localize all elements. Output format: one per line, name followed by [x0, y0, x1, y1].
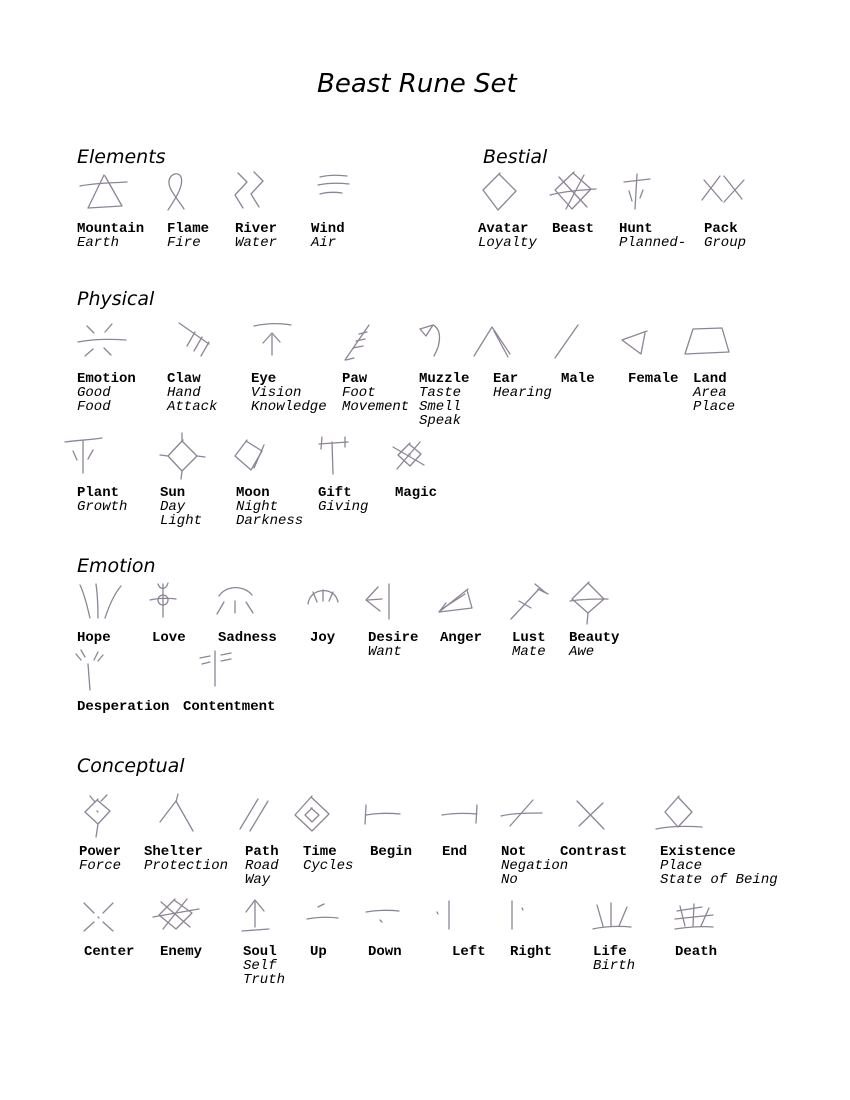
rune-glyph-box — [442, 787, 496, 845]
desire-rune-icon — [353, 577, 407, 625]
rune-name: River — [235, 221, 278, 237]
rune-name: Pack — [704, 221, 738, 237]
rune-name: Emotion — [77, 371, 136, 387]
rune-name: Mountain — [77, 221, 145, 237]
mountain-rune-icon — [77, 168, 131, 216]
rune-name: Wind — [311, 221, 345, 237]
rune-cell-shelter — [144, 787, 228, 873]
rune-name: Muzzle — [419, 371, 470, 387]
rune-glyph-box — [311, 164, 365, 222]
sadness-rune-icon — [209, 577, 263, 625]
rune-cell-paw — [342, 314, 409, 414]
rune-name: Claw — [167, 371, 201, 387]
rune-name: Sun — [160, 485, 186, 501]
claw-rune-icon — [167, 318, 221, 366]
rune-name: Up — [310, 944, 327, 960]
rune-cell-lust — [512, 573, 566, 659]
rune-meaning: Force — [79, 858, 122, 874]
rune-meaning: Darkness — [236, 513, 304, 529]
rune-name: Left — [452, 944, 486, 960]
rune-glyph-box — [342, 314, 396, 372]
male-rune-icon — [541, 318, 595, 366]
rune-meaning: Road — [245, 858, 279, 874]
rune-glyph-box — [160, 887, 214, 945]
center-rune-icon — [72, 891, 126, 939]
rune-cell-end — [442, 787, 496, 859]
shelter-rune-icon — [150, 791, 204, 839]
rune-name: Begin — [370, 844, 413, 860]
right-rune-icon — [488, 891, 542, 939]
rune-cell-wind — [311, 164, 365, 250]
power-rune-icon — [72, 791, 126, 839]
up-rune-icon — [296, 891, 350, 939]
rune-cell-male — [561, 314, 615, 386]
rune-glyph-box — [167, 164, 221, 222]
rune-glyph-box — [251, 314, 305, 372]
rune-glyph-box — [440, 573, 494, 631]
rune-cell-pack — [704, 164, 758, 250]
rune-cell-land — [693, 314, 747, 414]
rune-name: Power — [79, 844, 122, 860]
rune-glyph-box — [628, 314, 682, 372]
contrast-rune-icon — [564, 791, 618, 839]
rune-name: Hope — [77, 630, 111, 646]
rune-glyph-box — [235, 164, 289, 222]
rune-name: End — [442, 844, 468, 860]
rune-meaning: Group — [704, 235, 747, 251]
rune-meaning: Giving — [318, 499, 369, 515]
rune-cell-death — [675, 887, 729, 959]
rune-glyph-box — [79, 787, 133, 845]
rune-glyph-box — [478, 164, 532, 222]
rune-meaning: Place — [660, 858, 703, 874]
rune-meaning: Way — [245, 872, 271, 888]
rune-name: Existence — [660, 844, 736, 860]
rune-cell-eye — [251, 314, 327, 414]
rune-cell-desire — [368, 573, 422, 659]
rune-name: Right — [510, 944, 553, 960]
rune-name: Male — [561, 371, 595, 387]
rune-name: Path — [245, 844, 279, 860]
rune-name: Eye — [251, 371, 277, 387]
rune-name: Center — [84, 944, 135, 960]
rune-name: Land — [693, 371, 727, 387]
rune-meaning: Food — [77, 399, 111, 415]
rune-cell-sun — [160, 428, 214, 528]
rune-name: Anger — [440, 630, 483, 646]
lust-rune-icon — [502, 577, 556, 625]
not-rune-icon — [495, 791, 549, 839]
rune-cell-emotion — [77, 314, 136, 414]
rune-cell-magic — [395, 428, 449, 500]
rune-name: Gift — [318, 485, 352, 501]
rune-meaning: Smell — [419, 399, 462, 415]
rune-meaning: No — [501, 872, 518, 888]
section-heading-bestial: Bestial — [483, 146, 548, 168]
joy-rune-icon — [296, 577, 350, 625]
hope-rune-icon — [75, 577, 129, 625]
rune-cell-flame — [167, 164, 221, 250]
rune-meaning: Place — [693, 399, 736, 415]
rune-meaning: Protection — [144, 858, 229, 874]
rune-meaning: Hearing — [493, 385, 552, 401]
rune-meaning: Truth — [243, 972, 286, 988]
muzzle-rune-icon — [407, 318, 461, 366]
rune-name: Beast — [552, 221, 595, 237]
eye-rune-icon — [245, 318, 299, 366]
rune-cell-sadness — [218, 573, 277, 645]
down-rune-icon — [356, 891, 410, 939]
rune-glyph-box — [552, 164, 606, 222]
rune-cell-female — [628, 314, 682, 386]
beauty-rune-icon — [562, 577, 616, 625]
ear-rune-icon — [465, 318, 519, 366]
female-rune-icon — [610, 318, 664, 366]
rune-cell-power — [79, 787, 133, 873]
rune-name: Soul — [243, 944, 277, 960]
hunt-rune-icon — [609, 168, 663, 216]
rune-meaning: Birth — [593, 958, 636, 974]
rune-glyph-box — [303, 787, 357, 845]
rune-cell-beast — [552, 164, 606, 236]
rune-cell-life — [593, 887, 647, 973]
section-heading-emotion: Emotion — [77, 555, 156, 577]
rune-cell-existence — [660, 787, 778, 887]
rune-meaning: Want — [368, 644, 402, 660]
rune-meaning: Movement — [342, 399, 410, 415]
beast-rune-icon — [546, 168, 600, 216]
rune-meaning: Awe — [569, 644, 595, 660]
rune-cell-enemy — [160, 887, 214, 959]
rune-cell-soul — [243, 887, 297, 987]
end-rune-icon — [434, 791, 488, 839]
rune-glyph-box — [660, 787, 714, 845]
left-rune-icon — [421, 891, 475, 939]
existence-rune-icon — [652, 791, 706, 839]
rune-meaning: Cycles — [303, 858, 354, 874]
rune-meaning: Earth — [77, 235, 120, 251]
rune-name: Sadness — [218, 630, 277, 646]
rune-name: Avatar — [478, 221, 529, 237]
enemy-rune-icon — [150, 891, 204, 939]
rune-meaning: Knowledge — [251, 399, 327, 415]
rune-name: Time — [303, 844, 337, 860]
rune-meaning: Area — [693, 385, 727, 401]
rune-cell-plant — [77, 428, 131, 514]
rune-glyph-box — [560, 787, 614, 845]
rune-cell-love — [152, 573, 206, 645]
avatar-rune-icon — [473, 168, 527, 216]
rune-glyph-box — [77, 642, 131, 700]
rune-cell-not — [501, 787, 568, 887]
rune-meaning: Loyalty — [478, 235, 537, 251]
rune-name: Joy — [310, 630, 336, 646]
rune-name: Down — [368, 944, 402, 960]
rune-glyph-box — [593, 887, 647, 945]
rune-meaning: Self — [243, 958, 277, 974]
rune-name: Beauty — [569, 630, 620, 646]
time-rune-icon — [285, 791, 339, 839]
river-rune-icon — [226, 168, 280, 216]
rune-glyph-box — [569, 573, 623, 631]
rune-cell-desperation — [77, 642, 169, 714]
flame-rune-icon — [148, 168, 202, 216]
rune-meaning: Light — [160, 513, 203, 529]
rune-glyph-box — [84, 887, 138, 945]
section-heading-conceptual: Conceptual — [77, 755, 185, 777]
rune-name: Not — [501, 844, 527, 860]
rune-glyph-box — [619, 164, 673, 222]
rune-glyph-box — [77, 164, 131, 222]
rune-glyph-box — [77, 428, 131, 486]
rune-glyph-box — [501, 787, 555, 845]
rune-name: Desperation — [77, 699, 170, 715]
rune-cell-begin — [370, 787, 424, 859]
rune-glyph-box — [561, 314, 615, 372]
desperation-rune-icon — [65, 646, 119, 694]
rune-meaning: Water — [235, 235, 278, 251]
rune-cell-contentment — [183, 642, 275, 714]
rune-glyph-box — [693, 314, 747, 372]
rune-glyph-box — [183, 642, 237, 700]
rune-cell-beauty — [569, 573, 623, 659]
rune-meaning: Foot — [342, 385, 376, 401]
rune-meaning: Growth — [77, 499, 128, 515]
rune-cell-time — [303, 787, 357, 873]
wind-rune-icon — [308, 168, 362, 216]
rune-glyph-box — [144, 787, 198, 845]
rune-cell-hunt — [619, 164, 686, 250]
rune-glyph-box — [675, 887, 729, 945]
rune-glyph-box — [218, 573, 272, 631]
rune-cell-moon — [236, 428, 303, 528]
pack-rune-icon — [696, 168, 750, 216]
rune-cell-mountain — [77, 164, 144, 250]
rune-cell-river — [235, 164, 289, 250]
anger-rune-icon — [430, 577, 484, 625]
rune-glyph-box — [243, 887, 297, 945]
rune-meaning: Planned- — [619, 235, 687, 251]
rune-name: Desire — [368, 630, 419, 646]
rune-cell-gift — [318, 428, 372, 514]
rune-name: Ear — [493, 371, 519, 387]
rune-glyph-box — [160, 428, 214, 486]
rune-name: Moon — [236, 485, 270, 501]
rune-meaning: State of Being — [660, 872, 778, 888]
rune-meaning: Day — [160, 499, 186, 515]
rune-cell-avatar — [478, 164, 537, 250]
rune-glyph-box — [236, 428, 290, 486]
plant-rune-icon — [58, 432, 112, 480]
rune-name: Shelter — [144, 844, 203, 860]
rune-glyph-box — [167, 314, 221, 372]
love-rune-icon — [139, 577, 193, 625]
contentment-rune-icon — [189, 646, 243, 694]
rune-meaning: Taste — [419, 385, 462, 401]
rune-glyph-box — [493, 314, 547, 372]
page-title: Beast Rune Set — [317, 69, 517, 99]
death-rune-icon — [667, 891, 721, 939]
section-heading-elements: Elements — [77, 146, 166, 168]
begin-rune-icon — [355, 791, 409, 839]
rune-cell-hope — [77, 573, 131, 645]
rune-glyph-box — [395, 428, 449, 486]
rune-glyph-box — [318, 428, 372, 486]
gift-rune-icon — [305, 432, 359, 480]
moon-rune-icon — [223, 432, 277, 480]
rune-cell-center — [84, 887, 138, 959]
rune-name: Magic — [395, 485, 438, 501]
rune-glyph-box — [77, 573, 131, 631]
rune-glyph-box — [512, 573, 566, 631]
rune-meaning: Mate — [512, 644, 546, 660]
soul-rune-icon — [229, 891, 283, 939]
life-rune-icon — [585, 891, 639, 939]
rune-cell-down — [368, 887, 422, 959]
rune-meaning: Vision — [251, 385, 302, 401]
rune-glyph-box — [152, 573, 206, 631]
rune-cell-claw — [167, 314, 221, 414]
rune-meaning: Fire — [167, 235, 201, 251]
emotion-rune-icon — [75, 318, 129, 366]
rune-glyph-box — [370, 787, 424, 845]
paw-rune-icon — [334, 318, 388, 366]
magic-rune-icon — [383, 432, 437, 480]
rune-glyph-box — [368, 573, 422, 631]
rune-meaning: Night — [236, 499, 279, 515]
rune-meaning: Negation — [501, 858, 569, 874]
rune-glyph-box — [368, 887, 422, 945]
rune-meaning: Speak — [419, 413, 462, 429]
rune-name: Plant — [77, 485, 120, 501]
rune-name: Flame — [167, 221, 210, 237]
rune-name: Lust — [512, 630, 546, 646]
rune-cell-contrast — [560, 787, 627, 859]
rune-meaning: Air — [311, 235, 337, 251]
rune-name: Paw — [342, 371, 368, 387]
rune-name: Contentment — [183, 699, 276, 715]
path-rune-icon — [225, 791, 279, 839]
rune-name: Death — [675, 944, 718, 960]
rune-cell-anger — [440, 573, 494, 645]
rune-meaning: Hand — [167, 385, 201, 401]
rune-glyph-box — [704, 164, 758, 222]
sun-rune-icon — [156, 432, 210, 480]
rune-meaning: Good — [77, 385, 111, 401]
section-heading-physical: Physical — [77, 288, 155, 310]
rune-name: Life — [593, 944, 627, 960]
rune-name: Love — [152, 630, 186, 646]
rune-name: Contrast — [560, 844, 628, 860]
rune-glyph-box — [77, 314, 131, 372]
rune-name: Enemy — [160, 944, 203, 960]
rune-cell-right — [510, 887, 564, 959]
rune-glyph-box — [510, 887, 564, 945]
rune-name: Hunt — [619, 221, 653, 237]
land-rune-icon — [679, 318, 733, 366]
rune-meaning: Attack — [167, 399, 218, 415]
rune-name: Female — [628, 371, 679, 387]
